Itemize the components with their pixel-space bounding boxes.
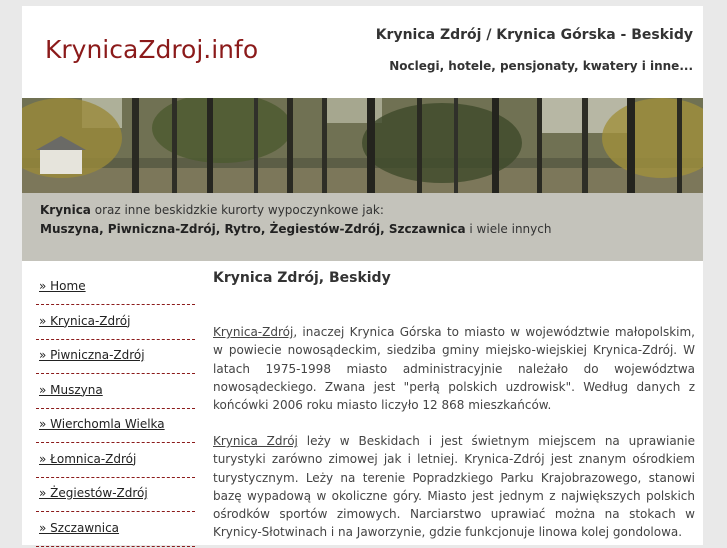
paragraph-intro (213, 323, 695, 414)
header-banner-image (22, 98, 703, 261)
paragraph-intro-text: , inaczej Krynica Górska to miasto w województwie małopolskim, w powiecie nowosądeckim, siedziba gminy miejsko-wiejskiej Krynica-Zdrój. W latach 1975-1998 miasto administracyjnie należało do województwa nowosądeckiego. Zwana jest "perłą polskich uzdrowisk". Według danych z końcówki 2006 roku miasto liczyło 12 868 mieszkańców. (213, 325, 695, 413)
nav-item-muszyna[interactable]: » Muszyna (36, 376, 195, 409)
main-content (213, 270, 695, 540)
nav-item-szczawnica[interactable]: » Szczawnica (36, 514, 195, 547)
nav-item-piwniczna-zdroj[interactable]: » Piwniczna-Zdrój (36, 341, 195, 374)
banner-caption-line1 (40, 203, 384, 217)
banner-caption-line1-text: oraz inne beskidzkie kurorty wypoczynkowe jak: (90, 203, 384, 217)
paragraph-tourism-text: leży w Beskidach i jest świetnym miejscem na uprawianie turystyki zarówno zimowej jak i letniej. Krynica-Zdrój jest znanym ośrodkiem turystycznym. Leży na terenie Popradzkiego Parku Krajobrazowego, stanowi bazę wypadową w okoliczne góry. Miasto jest jednym z największych polskich ośrodków sportów zimowych. Narciarstwo uprawiać można na stokach w Krynicy-Słotwinach i na Jaworzynie, gdzie funkcjonuje linowa kolej gondolowa. (213, 434, 695, 540)
nav-item-zegiestow-zdroj[interactable]: » Żegiestów-Zdrój (36, 479, 195, 512)
nav-item-krynica-zdroj[interactable]: » Krynica-Zdrój (36, 307, 195, 340)
site-subtagline: Noclegi, hotele, pensjonaty, kwatery i inne... (389, 59, 693, 73)
krynica-zdroj-link[interactable]: Krynica-Zdrój (213, 325, 294, 339)
sidebar-nav (36, 272, 195, 548)
page-title: Krynica Zdrój, Beskidy (213, 270, 391, 286)
banner-caption-line2-text: i wiele innych (465, 222, 552, 236)
krynica-zdroj-link-2[interactable]: Krynica Zdrój (213, 434, 298, 448)
nav-item-lomnica-zdroj[interactable]: » Łomnica-Zdrój (36, 445, 195, 478)
page-container (22, 6, 703, 545)
site-logo[interactable]: KrynicaZdroj.info (45, 35, 259, 64)
nav-item-wierchomla-wielka[interactable]: » Wierchomla Wielka (36, 410, 195, 443)
banner-caption-line1-bold: Krynica (40, 203, 91, 217)
banner-caption-line2-bold: Muszyna, Piwniczna-Zdrój, Rytro, Żegiestów-Zdrój, Szczawnica (40, 222, 466, 236)
banner-caption (22, 193, 703, 261)
site-tagline: Krynica Zdrój / Krynica Górska - Beskidy (375, 27, 693, 43)
nav-item-home[interactable]: » Home (36, 272, 195, 305)
banner-caption-line2 (40, 222, 551, 236)
paragraph-tourism (213, 432, 695, 542)
